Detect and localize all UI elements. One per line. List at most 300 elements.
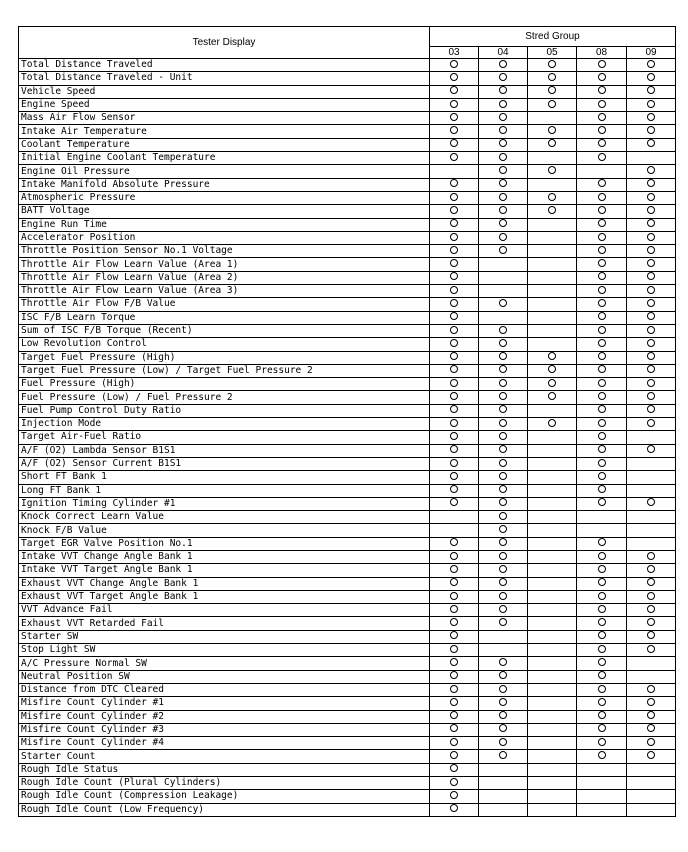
mark-cell <box>430 657 479 670</box>
supported-circle-icon <box>499 751 507 759</box>
mark-cell <box>577 524 627 537</box>
table-row <box>19 750 676 763</box>
mark-cell <box>430 418 479 431</box>
supported-circle-icon <box>499 618 507 626</box>
supported-circle-icon <box>598 233 606 241</box>
mark-cell <box>528 364 577 377</box>
row-label: Throttle Air Flow Learn Value (Area 2) <box>19 271 430 284</box>
supported-circle-icon <box>499 339 507 347</box>
row-label: Total Distance Traveled <box>19 59 430 72</box>
mark-cell <box>528 125 577 138</box>
supported-circle-icon <box>598 751 606 759</box>
mark-cell <box>528 604 577 617</box>
supported-circle-icon <box>598 219 606 227</box>
supported-circle-icon <box>450 671 458 679</box>
mark-cell <box>528 191 577 204</box>
stred-group-header: Stred Group <box>430 27 676 47</box>
row-label: Rough Idle Count (Compression Leakage) <box>19 790 430 803</box>
supported-circle-icon <box>450 60 458 68</box>
supported-circle-icon <box>450 645 458 653</box>
row-label: Misfire Count Cylinder #3 <box>19 723 430 736</box>
supported-circle-icon <box>450 339 458 347</box>
table-row <box>19 777 676 790</box>
mark-cell <box>528 258 577 271</box>
table-row <box>19 98 676 111</box>
mark-cell <box>577 152 627 165</box>
mark-cell <box>479 790 528 803</box>
supported-circle-icon <box>499 711 507 719</box>
supported-circle-icon <box>598 698 606 706</box>
row-label: Injection Mode <box>19 418 430 431</box>
mark-cell <box>627 550 676 563</box>
supported-circle-icon <box>450 126 458 134</box>
supported-circle-icon <box>499 326 507 334</box>
supported-circle-icon <box>647 405 655 413</box>
supported-circle-icon <box>647 113 655 121</box>
mark-cell <box>528 271 577 284</box>
mark-cell <box>430 790 479 803</box>
mark-cell <box>430 378 479 391</box>
supported-circle-icon <box>499 153 507 161</box>
mark-cell <box>577 378 627 391</box>
mark-cell <box>528 72 577 85</box>
supported-circle-icon <box>548 365 556 373</box>
mark-cell <box>479 457 528 470</box>
row-label: Starter Count <box>19 750 430 763</box>
supported-circle-icon <box>598 326 606 334</box>
row-label: Throttle Air Flow Learn Value (Area 3) <box>19 285 430 298</box>
mark-cell <box>577 112 627 125</box>
mark-cell <box>577 737 627 750</box>
row-label: Stop Light SW <box>19 644 430 657</box>
supported-circle-icon <box>499 126 507 134</box>
table-row <box>19 471 676 484</box>
mark-cell <box>479 378 528 391</box>
mark-cell <box>528 378 577 391</box>
mark-cell <box>627 750 676 763</box>
supported-circle-icon <box>598 671 606 679</box>
supported-circle-icon <box>548 352 556 360</box>
table-row <box>19 577 676 590</box>
mark-cell <box>627 391 676 404</box>
mark-cell <box>528 138 577 151</box>
supported-circle-icon <box>548 392 556 400</box>
supported-circle-icon <box>450 365 458 373</box>
supported-circle-icon <box>647 219 655 227</box>
mark-cell <box>627 737 676 750</box>
table-row <box>19 245 676 258</box>
mark-cell <box>627 351 676 364</box>
mark-cell <box>430 590 479 603</box>
mark-cell <box>528 178 577 191</box>
supported-circle-icon <box>598 312 606 320</box>
mark-cell <box>627 285 676 298</box>
supported-circle-icon <box>499 472 507 480</box>
mark-cell <box>627 444 676 457</box>
row-label: Knock Correct Learn Value <box>19 511 430 524</box>
supported-circle-icon <box>647 685 655 693</box>
row-label: Fuel Pressure (High) <box>19 378 430 391</box>
mark-cell <box>577 404 627 417</box>
mark-cell <box>577 564 627 577</box>
supported-circle-icon <box>598 419 606 427</box>
supported-circle-icon <box>598 153 606 161</box>
mark-cell <box>577 777 627 790</box>
supported-circle-icon <box>499 166 507 174</box>
table-row <box>19 737 676 750</box>
supported-circle-icon <box>450 724 458 732</box>
supported-circle-icon <box>548 126 556 134</box>
row-label: Rough Idle Count (Plural Cylinders) <box>19 777 430 790</box>
row-label: Misfire Count Cylinder #1 <box>19 697 430 710</box>
mark-cell <box>627 590 676 603</box>
supported-circle-icon <box>450 485 458 493</box>
mark-cell <box>430 683 479 696</box>
supported-circle-icon <box>499 485 507 493</box>
row-label: Ignition Timing Cylinder #1 <box>19 497 430 510</box>
supported-circle-icon <box>598 246 606 254</box>
supported-circle-icon <box>598 485 606 493</box>
supported-circle-icon <box>647 724 655 732</box>
mark-cell <box>479 191 528 204</box>
row-label: Intake VVT Change Angle Bank 1 <box>19 550 430 563</box>
mark-cell <box>479 138 528 151</box>
table-row <box>19 378 676 391</box>
mark-cell <box>430 564 479 577</box>
row-label: Long FT Bank 1 <box>19 484 430 497</box>
mark-cell <box>479 763 528 776</box>
mark-cell <box>577 497 627 510</box>
mark-cell <box>479 311 528 324</box>
row-label: Throttle Air Flow Learn Value (Area 1) <box>19 258 430 271</box>
row-label: Initial Engine Coolant Temperature <box>19 152 430 165</box>
supported-circle-icon <box>450 100 458 108</box>
mark-cell <box>479 178 528 191</box>
supported-circle-icon <box>598 432 606 440</box>
supported-circle-icon <box>647 751 655 759</box>
mark-cell <box>479 617 528 630</box>
row-label: Engine Oil Pressure <box>19 165 430 178</box>
mark-cell <box>528 471 577 484</box>
mark-cell <box>577 723 627 736</box>
supported-circle-icon <box>499 445 507 453</box>
table-row <box>19 763 676 776</box>
mark-cell <box>430 391 479 404</box>
supported-circle-icon <box>598 259 606 267</box>
mark-cell <box>430 258 479 271</box>
table-row <box>19 537 676 550</box>
mark-cell <box>479 577 528 590</box>
mark-cell <box>479 537 528 550</box>
mark-cell <box>627 670 676 683</box>
mark-cell <box>627 577 676 590</box>
mark-cell <box>479 630 528 643</box>
supported-circle-icon <box>499 60 507 68</box>
mark-cell <box>577 590 627 603</box>
supported-circle-icon <box>450 379 458 387</box>
mark-cell <box>528 245 577 258</box>
supported-circle-icon <box>598 60 606 68</box>
mark-cell <box>479 683 528 696</box>
mark-cell <box>528 98 577 111</box>
mark-cell <box>577 471 627 484</box>
mark-cell <box>627 511 676 524</box>
supported-circle-icon <box>598 179 606 187</box>
mark-cell <box>528 285 577 298</box>
supported-circle-icon <box>647 86 655 94</box>
row-label: Short FT Bank 1 <box>19 471 430 484</box>
table-row <box>19 191 676 204</box>
supported-circle-icon <box>450 605 458 613</box>
supported-circle-icon <box>598 113 606 121</box>
mark-cell <box>479 723 528 736</box>
mark-cell <box>627 617 676 630</box>
mark-cell <box>627 604 676 617</box>
table-row <box>19 418 676 431</box>
mark-cell <box>528 497 577 510</box>
supported-circle-icon <box>499 100 507 108</box>
table-row <box>19 617 676 630</box>
supported-circle-icon <box>598 618 606 626</box>
mark-cell <box>627 59 676 72</box>
supported-circle-icon <box>647 179 655 187</box>
supported-circle-icon <box>450 206 458 214</box>
supported-circle-icon <box>450 791 458 799</box>
mark-cell <box>577 431 627 444</box>
supported-circle-icon <box>450 193 458 201</box>
supported-circle-icon <box>450 751 458 759</box>
row-label: Engine Run Time <box>19 218 430 231</box>
mark-cell <box>479 218 528 231</box>
mark-cell <box>627 271 676 284</box>
mark-cell <box>627 497 676 510</box>
mark-cell <box>479 564 528 577</box>
row-label: A/F (O2) Lambda Sensor B1S1 <box>19 444 430 457</box>
supported-circle-icon <box>598 578 606 586</box>
mark-cell <box>627 418 676 431</box>
mark-cell <box>528 484 577 497</box>
row-label: Mass Air Flow Sensor <box>19 112 430 125</box>
supported-circle-icon <box>598 86 606 94</box>
mark-cell <box>577 511 627 524</box>
mark-cell <box>577 138 627 151</box>
mark-cell <box>430 85 479 98</box>
supported-circle-icon <box>647 552 655 560</box>
mark-cell <box>627 484 676 497</box>
mark-cell <box>577 683 627 696</box>
table-row <box>19 564 676 577</box>
mark-cell <box>627 152 676 165</box>
mark-cell <box>479 59 528 72</box>
table-row <box>19 444 676 457</box>
mark-cell <box>479 298 528 311</box>
row-label: ISC F/B Learn Torque <box>19 311 430 324</box>
mark-cell <box>528 511 577 524</box>
supported-circle-icon <box>647 259 655 267</box>
supported-circle-icon <box>450 778 458 786</box>
supported-circle-icon <box>647 100 655 108</box>
mark-cell <box>430 697 479 710</box>
supported-circle-icon <box>647 738 655 746</box>
supported-circle-icon <box>598 139 606 147</box>
supported-circle-icon <box>598 352 606 360</box>
mark-cell <box>627 191 676 204</box>
mark-cell <box>627 790 676 803</box>
mark-cell <box>577 72 627 85</box>
mark-cell <box>479 803 528 816</box>
mark-cell <box>479 750 528 763</box>
table-row <box>19 404 676 417</box>
row-label: Misfire Count Cylinder #2 <box>19 710 430 723</box>
mark-cell <box>627 431 676 444</box>
mark-cell <box>430 484 479 497</box>
mark-cell <box>430 710 479 723</box>
table-row <box>19 85 676 98</box>
mark-cell <box>627 697 676 710</box>
mark-cell <box>528 218 577 231</box>
table-row <box>19 670 676 683</box>
table-row <box>19 324 676 337</box>
mark-cell <box>627 683 676 696</box>
supported-circle-icon <box>598 193 606 201</box>
mark-cell <box>479 285 528 298</box>
group-col-08: 08 <box>577 47 627 59</box>
supported-circle-icon <box>647 193 655 201</box>
mark-cell <box>627 564 676 577</box>
table-row <box>19 59 676 72</box>
supported-circle-icon <box>598 445 606 453</box>
mark-cell <box>627 165 676 178</box>
mark-cell <box>577 324 627 337</box>
table-row <box>19 790 676 803</box>
mark-cell <box>430 59 479 72</box>
supported-circle-icon <box>499 193 507 201</box>
supported-circle-icon <box>450 286 458 294</box>
mark-cell <box>627 112 676 125</box>
mark-cell <box>528 564 577 577</box>
supported-circle-icon <box>450 764 458 772</box>
row-label: Intake Air Temperature <box>19 125 430 138</box>
row-label: Accelerator Position <box>19 231 430 244</box>
mark-cell <box>528 777 577 790</box>
supported-circle-icon <box>647 379 655 387</box>
supported-circle-icon <box>548 379 556 387</box>
supported-circle-icon <box>499 698 507 706</box>
supported-circle-icon <box>598 565 606 573</box>
supported-circle-icon <box>450 392 458 400</box>
mark-cell <box>627 763 676 776</box>
mark-cell <box>577 670 627 683</box>
tester-display-table <box>18 26 676 817</box>
mark-cell <box>577 271 627 284</box>
supported-circle-icon <box>450 233 458 241</box>
mark-cell <box>627 138 676 151</box>
mark-cell <box>479 471 528 484</box>
supported-circle-icon <box>450 459 458 467</box>
mark-cell <box>627 218 676 231</box>
mark-cell <box>577 364 627 377</box>
row-label: Fuel Pump Control Duty Ratio <box>19 404 430 417</box>
mark-cell <box>479 497 528 510</box>
supported-circle-icon <box>450 73 458 81</box>
supported-circle-icon <box>598 392 606 400</box>
row-label: Target Fuel Pressure (High) <box>19 351 430 364</box>
mark-cell <box>479 98 528 111</box>
supported-circle-icon <box>598 498 606 506</box>
supported-circle-icon <box>450 631 458 639</box>
row-label: Neutral Position SW <box>19 670 430 683</box>
row-label: Exhaust VVT Change Angle Bank 1 <box>19 577 430 590</box>
mark-cell <box>528 298 577 311</box>
mark-cell <box>577 245 627 258</box>
mark-cell <box>430 285 479 298</box>
mark-cell <box>528 85 577 98</box>
mark-cell <box>577 191 627 204</box>
supported-circle-icon <box>598 405 606 413</box>
mark-cell <box>528 763 577 776</box>
supported-circle-icon <box>647 711 655 719</box>
mark-cell <box>577 258 627 271</box>
supported-circle-icon <box>598 299 606 307</box>
supported-circle-icon <box>450 246 458 254</box>
mark-cell <box>528 590 577 603</box>
mark-cell <box>430 231 479 244</box>
supported-circle-icon <box>647 166 655 174</box>
row-label: Exhaust VVT Target Angle Bank 1 <box>19 590 430 603</box>
row-label: Exhaust VVT Retarded Fail <box>19 617 430 630</box>
mark-cell <box>627 311 676 324</box>
mark-cell <box>430 431 479 444</box>
mark-cell <box>528 630 577 643</box>
mark-cell <box>430 524 479 537</box>
table-row <box>19 178 676 191</box>
table-row <box>19 604 676 617</box>
supported-circle-icon <box>499 525 507 533</box>
group-col-04: 04 <box>479 47 528 59</box>
mark-cell <box>627 524 676 537</box>
mark-cell <box>479 670 528 683</box>
supported-circle-icon <box>499 246 507 254</box>
mark-cell <box>430 737 479 750</box>
mark-cell <box>479 351 528 364</box>
supported-circle-icon <box>647 592 655 600</box>
supported-circle-icon <box>499 512 507 520</box>
mark-cell <box>430 630 479 643</box>
mark-cell <box>430 750 479 763</box>
mark-cell <box>479 205 528 218</box>
mark-cell <box>479 364 528 377</box>
mark-cell <box>479 737 528 750</box>
table-row <box>19 218 676 231</box>
row-label: Rough Idle Status <box>19 763 430 776</box>
mark-cell <box>627 258 676 271</box>
row-label: Atmospheric Pressure <box>19 191 430 204</box>
supported-circle-icon <box>499 379 507 387</box>
supported-circle-icon <box>598 472 606 480</box>
mark-cell <box>479 72 528 85</box>
mark-cell <box>430 777 479 790</box>
mark-cell <box>430 125 479 138</box>
mark-cell <box>528 152 577 165</box>
mark-cell <box>479 444 528 457</box>
mark-cell <box>430 497 479 510</box>
supported-circle-icon <box>647 578 655 586</box>
mark-cell <box>528 59 577 72</box>
mark-cell <box>528 577 577 590</box>
mark-cell <box>479 404 528 417</box>
mark-cell <box>430 205 479 218</box>
mark-cell <box>430 577 479 590</box>
